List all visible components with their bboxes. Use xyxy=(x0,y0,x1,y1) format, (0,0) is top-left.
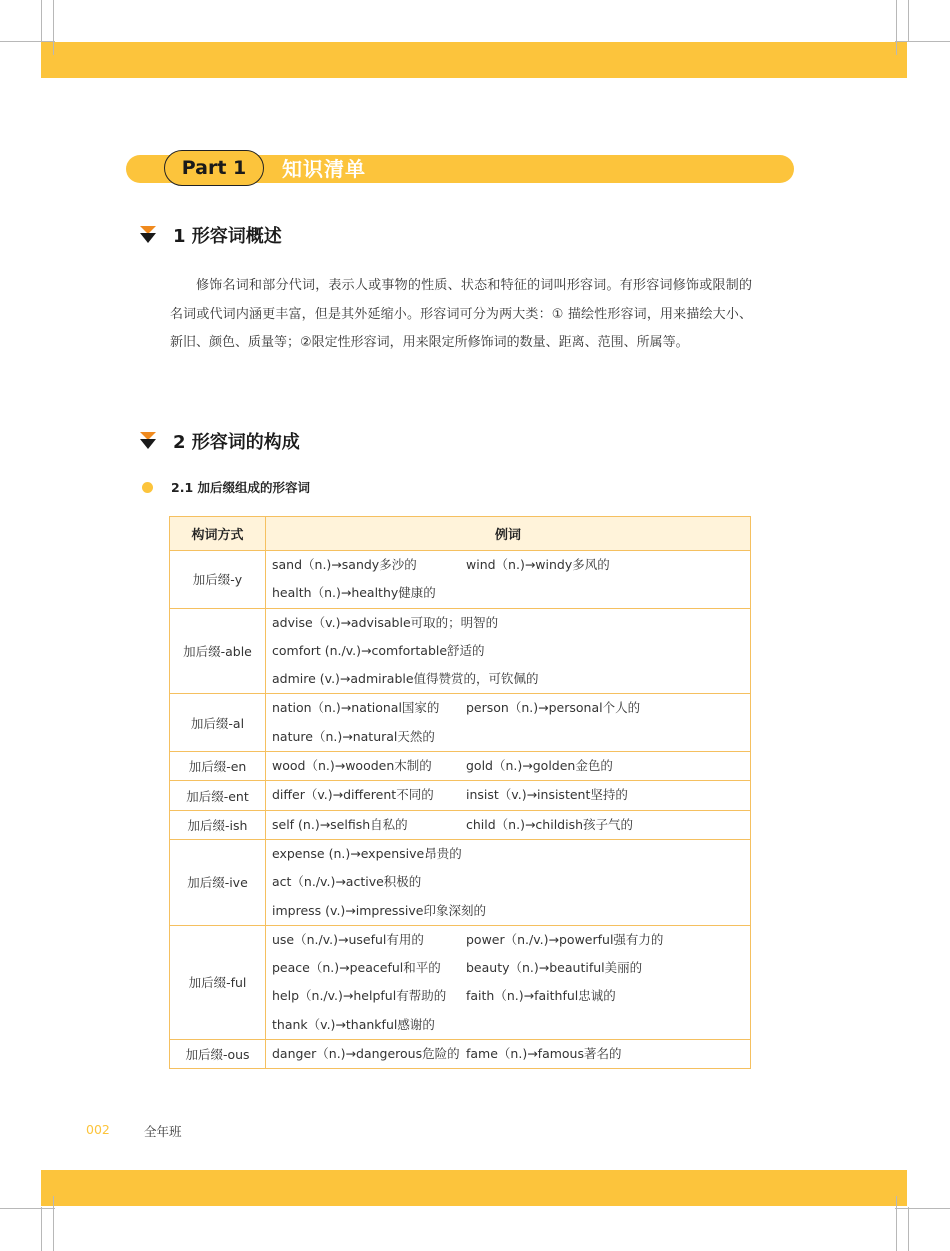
example-word: child（n.)→childish孩子气的 xyxy=(466,816,634,832)
example-line xyxy=(272,694,750,722)
method-cell: 加后缀-ish xyxy=(170,810,266,839)
table-row xyxy=(170,781,751,810)
table-row xyxy=(170,752,751,781)
examples-cell xyxy=(266,608,751,694)
crop-mark xyxy=(41,0,42,42)
example-word: beauty（n.)→beautiful美丽的 xyxy=(466,960,643,976)
example-line xyxy=(272,551,750,579)
suffix-table xyxy=(169,516,751,1069)
example-word: admire (v.)→admirable值得赞赏的，可钦佩的 xyxy=(272,671,539,687)
crop-mark xyxy=(0,41,55,42)
table-row xyxy=(170,810,751,839)
page-number: 002 xyxy=(86,1122,110,1137)
table-header-row xyxy=(170,517,751,551)
example-line xyxy=(272,637,750,665)
examples-cell xyxy=(266,839,751,925)
subsection-heading xyxy=(142,478,310,496)
section-heading-2 xyxy=(140,428,300,454)
section-title: 1 形容词概述 xyxy=(173,226,282,247)
examples-cell xyxy=(266,551,751,609)
crop-mark xyxy=(908,0,909,42)
example-word: fame（n.)→famous著名的 xyxy=(466,1046,622,1062)
examples-cell xyxy=(266,810,751,839)
example-word: power（n./v.)→powerful强有力的 xyxy=(466,931,664,947)
method-cell: 加后缀-ous xyxy=(170,1040,266,1069)
table-row xyxy=(170,608,751,694)
crop-mark xyxy=(908,1207,909,1251)
example-line xyxy=(272,1011,750,1039)
crop-mark xyxy=(895,1208,950,1209)
example-word: insist（v.)→insistent坚持的 xyxy=(466,787,628,803)
example-word: danger（n.)→dangerous危险的 xyxy=(272,1046,460,1062)
crop-mark xyxy=(896,1196,897,1251)
example-word: gold（n.)→golden金色的 xyxy=(466,758,613,774)
method-cell: 加后缀-ful xyxy=(170,925,266,1039)
example-line xyxy=(272,811,750,839)
example-line xyxy=(272,840,750,868)
triangle-marker-icon xyxy=(140,226,156,244)
example-line xyxy=(272,609,750,637)
part-title: 知识清单 xyxy=(282,157,366,181)
table-row xyxy=(170,551,751,609)
bullet-dot-icon xyxy=(142,482,153,493)
method-cell: 加后缀-al xyxy=(170,694,266,752)
example-word: differ（v.)→different不同的 xyxy=(272,787,434,803)
subsection-title: 2.1 加后缀组成的形容词 xyxy=(171,480,310,495)
example-line xyxy=(272,868,750,896)
method-cell: 加后缀-en xyxy=(170,752,266,781)
example-line xyxy=(272,665,750,693)
method-cell: 加后缀-ive xyxy=(170,839,266,925)
table-row xyxy=(170,839,751,925)
example-line xyxy=(272,954,750,982)
example-word: comfort (n./v.)→comfortable舒适的 xyxy=(272,642,485,658)
example-word: faith（n.)→faithful忠诚的 xyxy=(466,988,616,1004)
part-label-pill: Part 1 xyxy=(164,150,264,186)
bottom-color-band xyxy=(41,1170,907,1206)
column-header: 例词 xyxy=(266,517,751,551)
examples-cell xyxy=(266,752,751,781)
table-row xyxy=(170,1040,751,1069)
method-cell: 加后缀-ent xyxy=(170,781,266,810)
top-color-band xyxy=(41,42,907,78)
crop-mark xyxy=(53,0,54,55)
example-word: wood（n.)→wooden木制的 xyxy=(272,758,432,774)
example-word: thank（v.)→thankful感谢的 xyxy=(272,1016,435,1032)
footer-label: 全年班 xyxy=(144,1124,182,1139)
example-word: advise（v.)→advisable可取的；明智的 xyxy=(272,614,499,630)
example-word: self (n.)→selfish自私的 xyxy=(272,816,408,832)
example-word: use（n./v.)→useful有用的 xyxy=(272,931,424,947)
example-line xyxy=(272,1040,750,1068)
column-header: 构词方式 xyxy=(170,517,266,551)
example-word: person（n.)→personal个人的 xyxy=(466,700,641,716)
example-line xyxy=(272,982,750,1010)
examples-cell xyxy=(266,1040,751,1069)
crop-mark xyxy=(0,1208,55,1209)
example-word: expense (n.)→expensive昂贵的 xyxy=(272,845,462,861)
examples-cell xyxy=(266,694,751,752)
intro-paragraph: 修饰名词和部分代词，表示人或事物的性质、状态和特征的词叫形容词。有形容词修饰或限制的名词或代词内涵更丰富，但是其外延缩小。形容词可分为两大类：① 描绘性形容词，用来描绘大小、新旧、颜色、质量等；②限定性形容词，用来限定所修饰词的数量、距离、范围、所属等。 xyxy=(170,278,752,350)
example-line xyxy=(272,723,750,751)
table-row xyxy=(170,925,751,1039)
section-title: 2 形容词的构成 xyxy=(173,432,300,453)
method-cell: 加后缀-y xyxy=(170,551,266,609)
example-word: impress (v.)→impressive印象深刻的 xyxy=(272,902,486,918)
example-word: nature（n.)→natural天然的 xyxy=(272,728,435,744)
crop-mark xyxy=(896,0,897,55)
crop-mark xyxy=(41,1207,42,1251)
section-heading-1 xyxy=(140,222,282,248)
example-word: sand（n.)→sandy多沙的 xyxy=(272,557,417,572)
example-line xyxy=(272,781,750,809)
example-word: peace（n.)→peaceful和平的 xyxy=(272,960,441,976)
method-cell: 加后缀-able xyxy=(170,608,266,694)
example-line xyxy=(272,579,750,607)
example-line xyxy=(272,897,750,925)
example-line xyxy=(272,926,750,954)
example-line xyxy=(272,752,750,780)
table-row xyxy=(170,694,751,752)
example-word: nation（n.)→national国家的 xyxy=(272,700,440,716)
examples-cell xyxy=(266,781,751,810)
examples-cell xyxy=(266,925,751,1039)
example-word: wind（n.)→windy多风的 xyxy=(466,557,610,572)
triangle-marker-icon xyxy=(140,432,156,450)
example-word: help（n./v.)→helpful有帮助的 xyxy=(272,988,447,1004)
example-word: act（n./v.)→active积极的 xyxy=(272,874,422,890)
example-word: health（n.)→healthy健康的 xyxy=(272,585,436,601)
crop-mark xyxy=(895,41,950,42)
crop-mark xyxy=(53,1196,54,1251)
